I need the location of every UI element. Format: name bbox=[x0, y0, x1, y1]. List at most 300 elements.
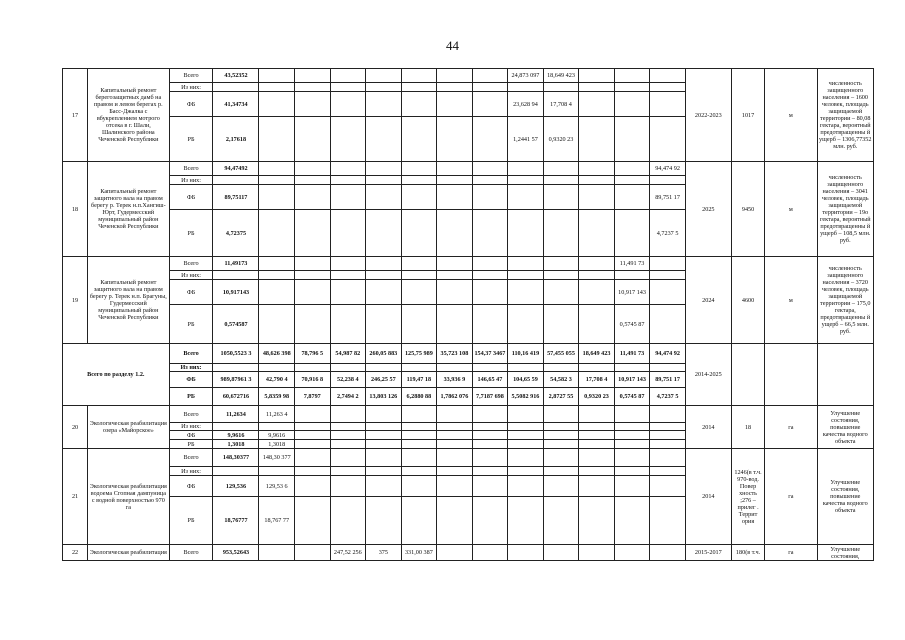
year-value bbox=[437, 305, 473, 344]
total-value: 11,49173 bbox=[213, 257, 259, 271]
year-value bbox=[579, 185, 615, 210]
expected-result: численность защищенного населения – 1600 человек, площадь защищаемой территории – 80,08 гектара, вероятный предотвращенны й ущерб – 1306,77352 млн. руб. bbox=[817, 69, 873, 162]
object-name: Капитальный ремонт защитного вала на правом берегу р. Терек н.п.Хангиш-Юрт, Гудермесский муниципальный район Чеченской Республики bbox=[88, 162, 170, 257]
year-value: 17,708 4 bbox=[579, 372, 615, 388]
year-value bbox=[295, 545, 331, 561]
total-value: 89,75117 bbox=[213, 185, 259, 210]
source-label: Всего bbox=[169, 344, 213, 364]
year-value: 5,8359 98 bbox=[259, 388, 295, 406]
quantity: 9450 bbox=[731, 162, 764, 257]
year-value: 375 bbox=[366, 545, 402, 561]
year-value bbox=[472, 423, 508, 431]
source-label: Всего bbox=[169, 257, 213, 271]
expected-result: Улучшение состояния, повышение качества водного объекта bbox=[817, 406, 873, 449]
year-value bbox=[259, 423, 295, 431]
year-value bbox=[437, 92, 473, 117]
year-value: 1,2441 57 bbox=[508, 117, 544, 162]
unit: м bbox=[765, 257, 817, 344]
year-value: 1,3018 bbox=[259, 440, 295, 449]
year-value bbox=[366, 185, 402, 210]
year-value bbox=[366, 364, 402, 372]
year-value bbox=[330, 497, 366, 545]
expected-result: Улучшение состояния, bbox=[817, 545, 873, 561]
year-value bbox=[472, 271, 508, 280]
year-value bbox=[295, 440, 331, 449]
year-value bbox=[259, 545, 295, 561]
year-value bbox=[437, 476, 473, 497]
source-label: ФБ bbox=[169, 372, 213, 388]
year-value bbox=[508, 449, 544, 467]
year-value bbox=[401, 423, 437, 431]
year-value bbox=[508, 497, 544, 545]
year-value: 11,491 73 bbox=[614, 257, 650, 271]
year-value bbox=[579, 545, 615, 561]
year-value bbox=[508, 83, 544, 92]
year-value: 125,75 989 bbox=[401, 344, 437, 364]
total-value: 953,52643 bbox=[213, 545, 259, 561]
year-value bbox=[650, 364, 686, 372]
year-value: 18,649 423 bbox=[543, 69, 579, 83]
page-number: 44 bbox=[446, 38, 459, 53]
year-value bbox=[614, 364, 650, 372]
year-value bbox=[330, 176, 366, 185]
total-value bbox=[213, 83, 259, 92]
year-value bbox=[401, 305, 437, 344]
year-value bbox=[437, 431, 473, 440]
year-value bbox=[330, 280, 366, 305]
year-value bbox=[437, 162, 473, 176]
source-label: Всего bbox=[169, 162, 213, 176]
object-name: Капитальный ремонт защитного вала на правом берегу р. Терек н.п. Брагуны, Гудермесский муниципальный район Чеченской Республики bbox=[88, 257, 170, 344]
year-value bbox=[508, 476, 544, 497]
period: 2024 bbox=[685, 257, 731, 344]
source-label: РБ bbox=[169, 117, 213, 162]
year-value: 89,751 17 bbox=[650, 372, 686, 388]
source-label: Из них: bbox=[169, 176, 213, 185]
year-value bbox=[543, 364, 579, 372]
year-value: 54,582 3 bbox=[543, 372, 579, 388]
year-value: 24,873 097 bbox=[508, 69, 544, 83]
year-value bbox=[650, 271, 686, 280]
year-value bbox=[330, 210, 366, 257]
year-value: 129,53 6 bbox=[259, 476, 295, 497]
year-value bbox=[508, 364, 544, 372]
year-value bbox=[543, 423, 579, 431]
year-value bbox=[401, 117, 437, 162]
year-value: 260,05 883 bbox=[366, 344, 402, 364]
year-value bbox=[259, 210, 295, 257]
quantity: 18 bbox=[731, 406, 764, 449]
year-value: 2,8727 55 bbox=[543, 388, 579, 406]
table-row bbox=[63, 69, 874, 83]
year-value bbox=[259, 69, 295, 83]
year-value: 35,723 108 bbox=[437, 344, 473, 364]
year-value bbox=[614, 185, 650, 210]
period: 2014-2025 bbox=[685, 344, 731, 406]
year-value bbox=[543, 440, 579, 449]
object-name: Капитальный ремонт берегозащитных дамб на правом и левом берегах р. Басс-Джалка с вбукреплением мотрого отсека в г. Шали, Шалинского района Чеченской Республики bbox=[88, 69, 170, 162]
year-value bbox=[259, 83, 295, 92]
quantity: 1246(в т.ч. 970-вод. Повер хность ;276 – прилег . Террит ория bbox=[731, 449, 764, 545]
source-label: ФБ bbox=[169, 280, 213, 305]
year-value bbox=[472, 305, 508, 344]
object-name: Экологическая реабилитация озера «Майорское» bbox=[88, 406, 170, 449]
year-value bbox=[366, 69, 402, 83]
year-value bbox=[437, 185, 473, 210]
year-value bbox=[614, 210, 650, 257]
year-value bbox=[614, 467, 650, 476]
table-row bbox=[63, 344, 874, 364]
table-row bbox=[63, 449, 874, 467]
year-value bbox=[366, 83, 402, 92]
year-value bbox=[579, 176, 615, 185]
period: 2014 bbox=[685, 406, 731, 449]
year-value bbox=[579, 210, 615, 257]
year-value bbox=[472, 162, 508, 176]
year-value: 42,790 4 bbox=[259, 372, 295, 388]
total-value: 2,17618 bbox=[213, 117, 259, 162]
year-value bbox=[401, 210, 437, 257]
year-value: 70,916 8 bbox=[295, 372, 331, 388]
year-value bbox=[614, 440, 650, 449]
year-value bbox=[330, 431, 366, 440]
object-name: Экологическая реабилитация bbox=[88, 545, 170, 561]
year-value bbox=[330, 162, 366, 176]
year-value bbox=[614, 449, 650, 467]
year-value bbox=[472, 449, 508, 467]
year-value bbox=[472, 280, 508, 305]
total-value: 148,30377 bbox=[213, 449, 259, 467]
source-label: РБ bbox=[169, 497, 213, 545]
year-value bbox=[401, 431, 437, 440]
year-value bbox=[614, 406, 650, 423]
year-value bbox=[259, 185, 295, 210]
year-value bbox=[579, 271, 615, 280]
year-value bbox=[330, 117, 366, 162]
year-value: 0,5745 87 bbox=[614, 305, 650, 344]
row-number: 17 bbox=[63, 69, 88, 162]
year-value bbox=[543, 467, 579, 476]
year-value bbox=[259, 257, 295, 271]
year-value: 10,917 143 bbox=[614, 372, 650, 388]
year-value bbox=[437, 423, 473, 431]
expected-result: численность защищенного населения – 3041 человек, площадь защищаемой территории – 19о гектара, вероятный предотвращенны й ущерб – 108,5 млн. руб. bbox=[817, 162, 873, 257]
year-value bbox=[614, 117, 650, 162]
row-number: 21 bbox=[63, 449, 88, 545]
year-value bbox=[259, 271, 295, 280]
year-value bbox=[543, 476, 579, 497]
year-value: 6,2880 88 bbox=[401, 388, 437, 406]
year-value bbox=[295, 449, 331, 467]
year-value bbox=[508, 431, 544, 440]
period: 2015-2017 bbox=[685, 545, 731, 561]
source-label: Всего bbox=[169, 69, 213, 83]
year-value bbox=[295, 467, 331, 476]
year-value: 89,751 17 bbox=[650, 185, 686, 210]
year-value bbox=[614, 476, 650, 497]
year-value bbox=[614, 545, 650, 561]
year-value bbox=[579, 83, 615, 92]
year-value bbox=[650, 440, 686, 449]
year-value bbox=[330, 92, 366, 117]
year-value bbox=[437, 83, 473, 92]
total-value: 43,52352 bbox=[213, 69, 259, 83]
year-value: 7,8797 bbox=[295, 388, 331, 406]
year-value: 146,65 47 bbox=[472, 372, 508, 388]
year-value bbox=[614, 497, 650, 545]
year-value bbox=[401, 257, 437, 271]
year-value bbox=[259, 280, 295, 305]
year-value: 94,474 92 bbox=[650, 344, 686, 364]
year-value bbox=[295, 280, 331, 305]
year-value bbox=[401, 497, 437, 545]
year-value bbox=[295, 92, 331, 117]
year-value bbox=[437, 545, 473, 561]
year-value bbox=[543, 162, 579, 176]
total-value: 9,9616 bbox=[213, 431, 259, 440]
unit: га bbox=[765, 545, 817, 561]
total-value: 989,87961 3 bbox=[213, 372, 259, 388]
source-label: РБ bbox=[169, 210, 213, 257]
year-value bbox=[295, 497, 331, 545]
total-value: 1050,5523 3 bbox=[213, 344, 259, 364]
year-value bbox=[366, 406, 402, 423]
expected-result: численность защищенного населения – 3720 человек, площадь защищаемой территории – 175,0 гектара, предотвращенны й ущерб – 66,5 млн. руб. bbox=[817, 257, 873, 344]
year-value bbox=[437, 406, 473, 423]
year-value bbox=[508, 305, 544, 344]
year-value: 4,7237 5 bbox=[650, 388, 686, 406]
year-value bbox=[579, 257, 615, 271]
year-value bbox=[401, 185, 437, 210]
year-value bbox=[330, 83, 366, 92]
year-value bbox=[472, 185, 508, 210]
table-row bbox=[63, 162, 874, 176]
year-value bbox=[650, 431, 686, 440]
year-value bbox=[366, 423, 402, 431]
year-value bbox=[543, 271, 579, 280]
year-value bbox=[295, 364, 331, 372]
year-value bbox=[259, 176, 295, 185]
source-label: РБ bbox=[169, 440, 213, 449]
total-value: 0,574587 bbox=[213, 305, 259, 344]
year-value bbox=[508, 406, 544, 423]
year-value bbox=[295, 257, 331, 271]
year-value: 5,5082 916 bbox=[508, 388, 544, 406]
year-value bbox=[401, 176, 437, 185]
year-value bbox=[437, 257, 473, 271]
year-value bbox=[401, 449, 437, 467]
year-value bbox=[614, 423, 650, 431]
total-value: 1,3018 bbox=[213, 440, 259, 449]
year-value bbox=[437, 440, 473, 449]
year-value bbox=[330, 271, 366, 280]
year-value bbox=[543, 257, 579, 271]
year-value bbox=[366, 117, 402, 162]
year-value bbox=[650, 83, 686, 92]
year-value bbox=[508, 185, 544, 210]
year-value bbox=[579, 476, 615, 497]
year-value bbox=[330, 449, 366, 467]
year-value bbox=[543, 83, 579, 92]
section-total-label: Всего по разделу 1.2. bbox=[63, 344, 170, 406]
year-value bbox=[650, 497, 686, 545]
source-label: Из них: bbox=[169, 364, 213, 372]
year-value bbox=[543, 449, 579, 467]
year-value bbox=[650, 406, 686, 423]
year-value bbox=[401, 406, 437, 423]
source-label: Всего bbox=[169, 406, 213, 423]
year-value bbox=[330, 69, 366, 83]
year-value bbox=[472, 69, 508, 83]
year-value: 33,936 9 bbox=[437, 372, 473, 388]
year-value bbox=[259, 467, 295, 476]
unit bbox=[765, 344, 817, 406]
year-value bbox=[295, 210, 331, 257]
year-value bbox=[614, 92, 650, 117]
year-value bbox=[650, 176, 686, 185]
total-value: 11,2634 bbox=[213, 406, 259, 423]
expected-result bbox=[817, 344, 873, 406]
year-value bbox=[330, 423, 366, 431]
year-value bbox=[543, 280, 579, 305]
year-value bbox=[401, 364, 437, 372]
year-value bbox=[330, 185, 366, 210]
year-value bbox=[366, 162, 402, 176]
year-value bbox=[579, 364, 615, 372]
source-label: Из них: bbox=[169, 271, 213, 280]
year-value bbox=[472, 364, 508, 372]
source-label: Из них: bbox=[169, 83, 213, 92]
year-value bbox=[366, 476, 402, 497]
year-value bbox=[437, 280, 473, 305]
year-value bbox=[508, 271, 544, 280]
year-value bbox=[366, 210, 402, 257]
year-value: 13,803 126 bbox=[366, 388, 402, 406]
year-value: 9,9616 bbox=[259, 431, 295, 440]
year-value bbox=[472, 440, 508, 449]
row-number: 19 bbox=[63, 257, 88, 344]
year-value: 1,7862 076 bbox=[437, 388, 473, 406]
year-value bbox=[472, 92, 508, 117]
row-number: 22 bbox=[63, 545, 88, 561]
year-value bbox=[543, 406, 579, 423]
source-label: ФБ bbox=[169, 476, 213, 497]
table-row bbox=[63, 545, 874, 561]
year-value: 119,47 18 bbox=[401, 372, 437, 388]
year-value bbox=[579, 92, 615, 117]
year-value bbox=[508, 162, 544, 176]
year-value bbox=[401, 271, 437, 280]
year-value bbox=[472, 497, 508, 545]
year-value bbox=[543, 305, 579, 344]
year-value bbox=[366, 431, 402, 440]
year-value bbox=[401, 467, 437, 476]
year-value bbox=[401, 440, 437, 449]
year-value bbox=[437, 69, 473, 83]
year-value: 94,474 92 bbox=[650, 162, 686, 176]
year-value bbox=[579, 440, 615, 449]
source-label: Из них: bbox=[169, 467, 213, 476]
year-value bbox=[650, 92, 686, 117]
year-value bbox=[543, 431, 579, 440]
year-value bbox=[508, 440, 544, 449]
year-value: 54,987 82 bbox=[330, 344, 366, 364]
year-value bbox=[472, 257, 508, 271]
year-value bbox=[472, 467, 508, 476]
year-value bbox=[366, 257, 402, 271]
year-value: 247,52 256 bbox=[330, 545, 366, 561]
year-value bbox=[259, 305, 295, 344]
year-value bbox=[614, 271, 650, 280]
total-value bbox=[213, 176, 259, 185]
year-value bbox=[366, 449, 402, 467]
year-value bbox=[579, 467, 615, 476]
source-label: Всего bbox=[169, 449, 213, 467]
year-value bbox=[650, 423, 686, 431]
year-value bbox=[472, 476, 508, 497]
year-value bbox=[366, 92, 402, 117]
year-value: 104,65 59 bbox=[508, 372, 544, 388]
year-value bbox=[614, 176, 650, 185]
year-value bbox=[295, 406, 331, 423]
year-value bbox=[614, 431, 650, 440]
year-value bbox=[472, 406, 508, 423]
year-value bbox=[579, 406, 615, 423]
year-value bbox=[437, 497, 473, 545]
quantity: 1017 bbox=[731, 69, 764, 162]
year-value bbox=[437, 449, 473, 467]
year-value bbox=[614, 83, 650, 92]
expected-result: Улучшение состояния, повышение качества водного объекта bbox=[817, 449, 873, 545]
total-value bbox=[213, 423, 259, 431]
year-value bbox=[650, 476, 686, 497]
year-value bbox=[295, 83, 331, 92]
year-value: 0,9320 23 bbox=[543, 117, 579, 162]
year-value bbox=[295, 185, 331, 210]
year-value bbox=[295, 271, 331, 280]
source-label: РБ bbox=[169, 305, 213, 344]
year-value bbox=[366, 176, 402, 185]
source-label: ФБ bbox=[169, 92, 213, 117]
year-value: 10,917 143 bbox=[614, 280, 650, 305]
year-value bbox=[437, 117, 473, 162]
year-value bbox=[366, 440, 402, 449]
period: 2025 bbox=[685, 162, 731, 257]
year-value bbox=[259, 117, 295, 162]
object-name: Экологическая реабилитация водоема Сгопная дампуница с водной поверхностью 970 га bbox=[88, 449, 170, 545]
year-value bbox=[437, 210, 473, 257]
year-value: 57,455 055 bbox=[543, 344, 579, 364]
year-value bbox=[295, 69, 331, 83]
year-value bbox=[650, 257, 686, 271]
year-value bbox=[472, 545, 508, 561]
year-value bbox=[579, 423, 615, 431]
year-value bbox=[650, 117, 686, 162]
year-value bbox=[579, 280, 615, 305]
year-value bbox=[650, 467, 686, 476]
year-value bbox=[579, 449, 615, 467]
year-value bbox=[472, 117, 508, 162]
source-label: Из них: bbox=[169, 423, 213, 431]
year-value bbox=[330, 364, 366, 372]
year-value bbox=[579, 117, 615, 162]
year-value bbox=[508, 210, 544, 257]
year-value bbox=[543, 185, 579, 210]
year-value bbox=[650, 449, 686, 467]
period: 2022-2023 bbox=[685, 69, 731, 162]
year-value: 23,628 94 bbox=[508, 92, 544, 117]
year-value bbox=[543, 545, 579, 561]
